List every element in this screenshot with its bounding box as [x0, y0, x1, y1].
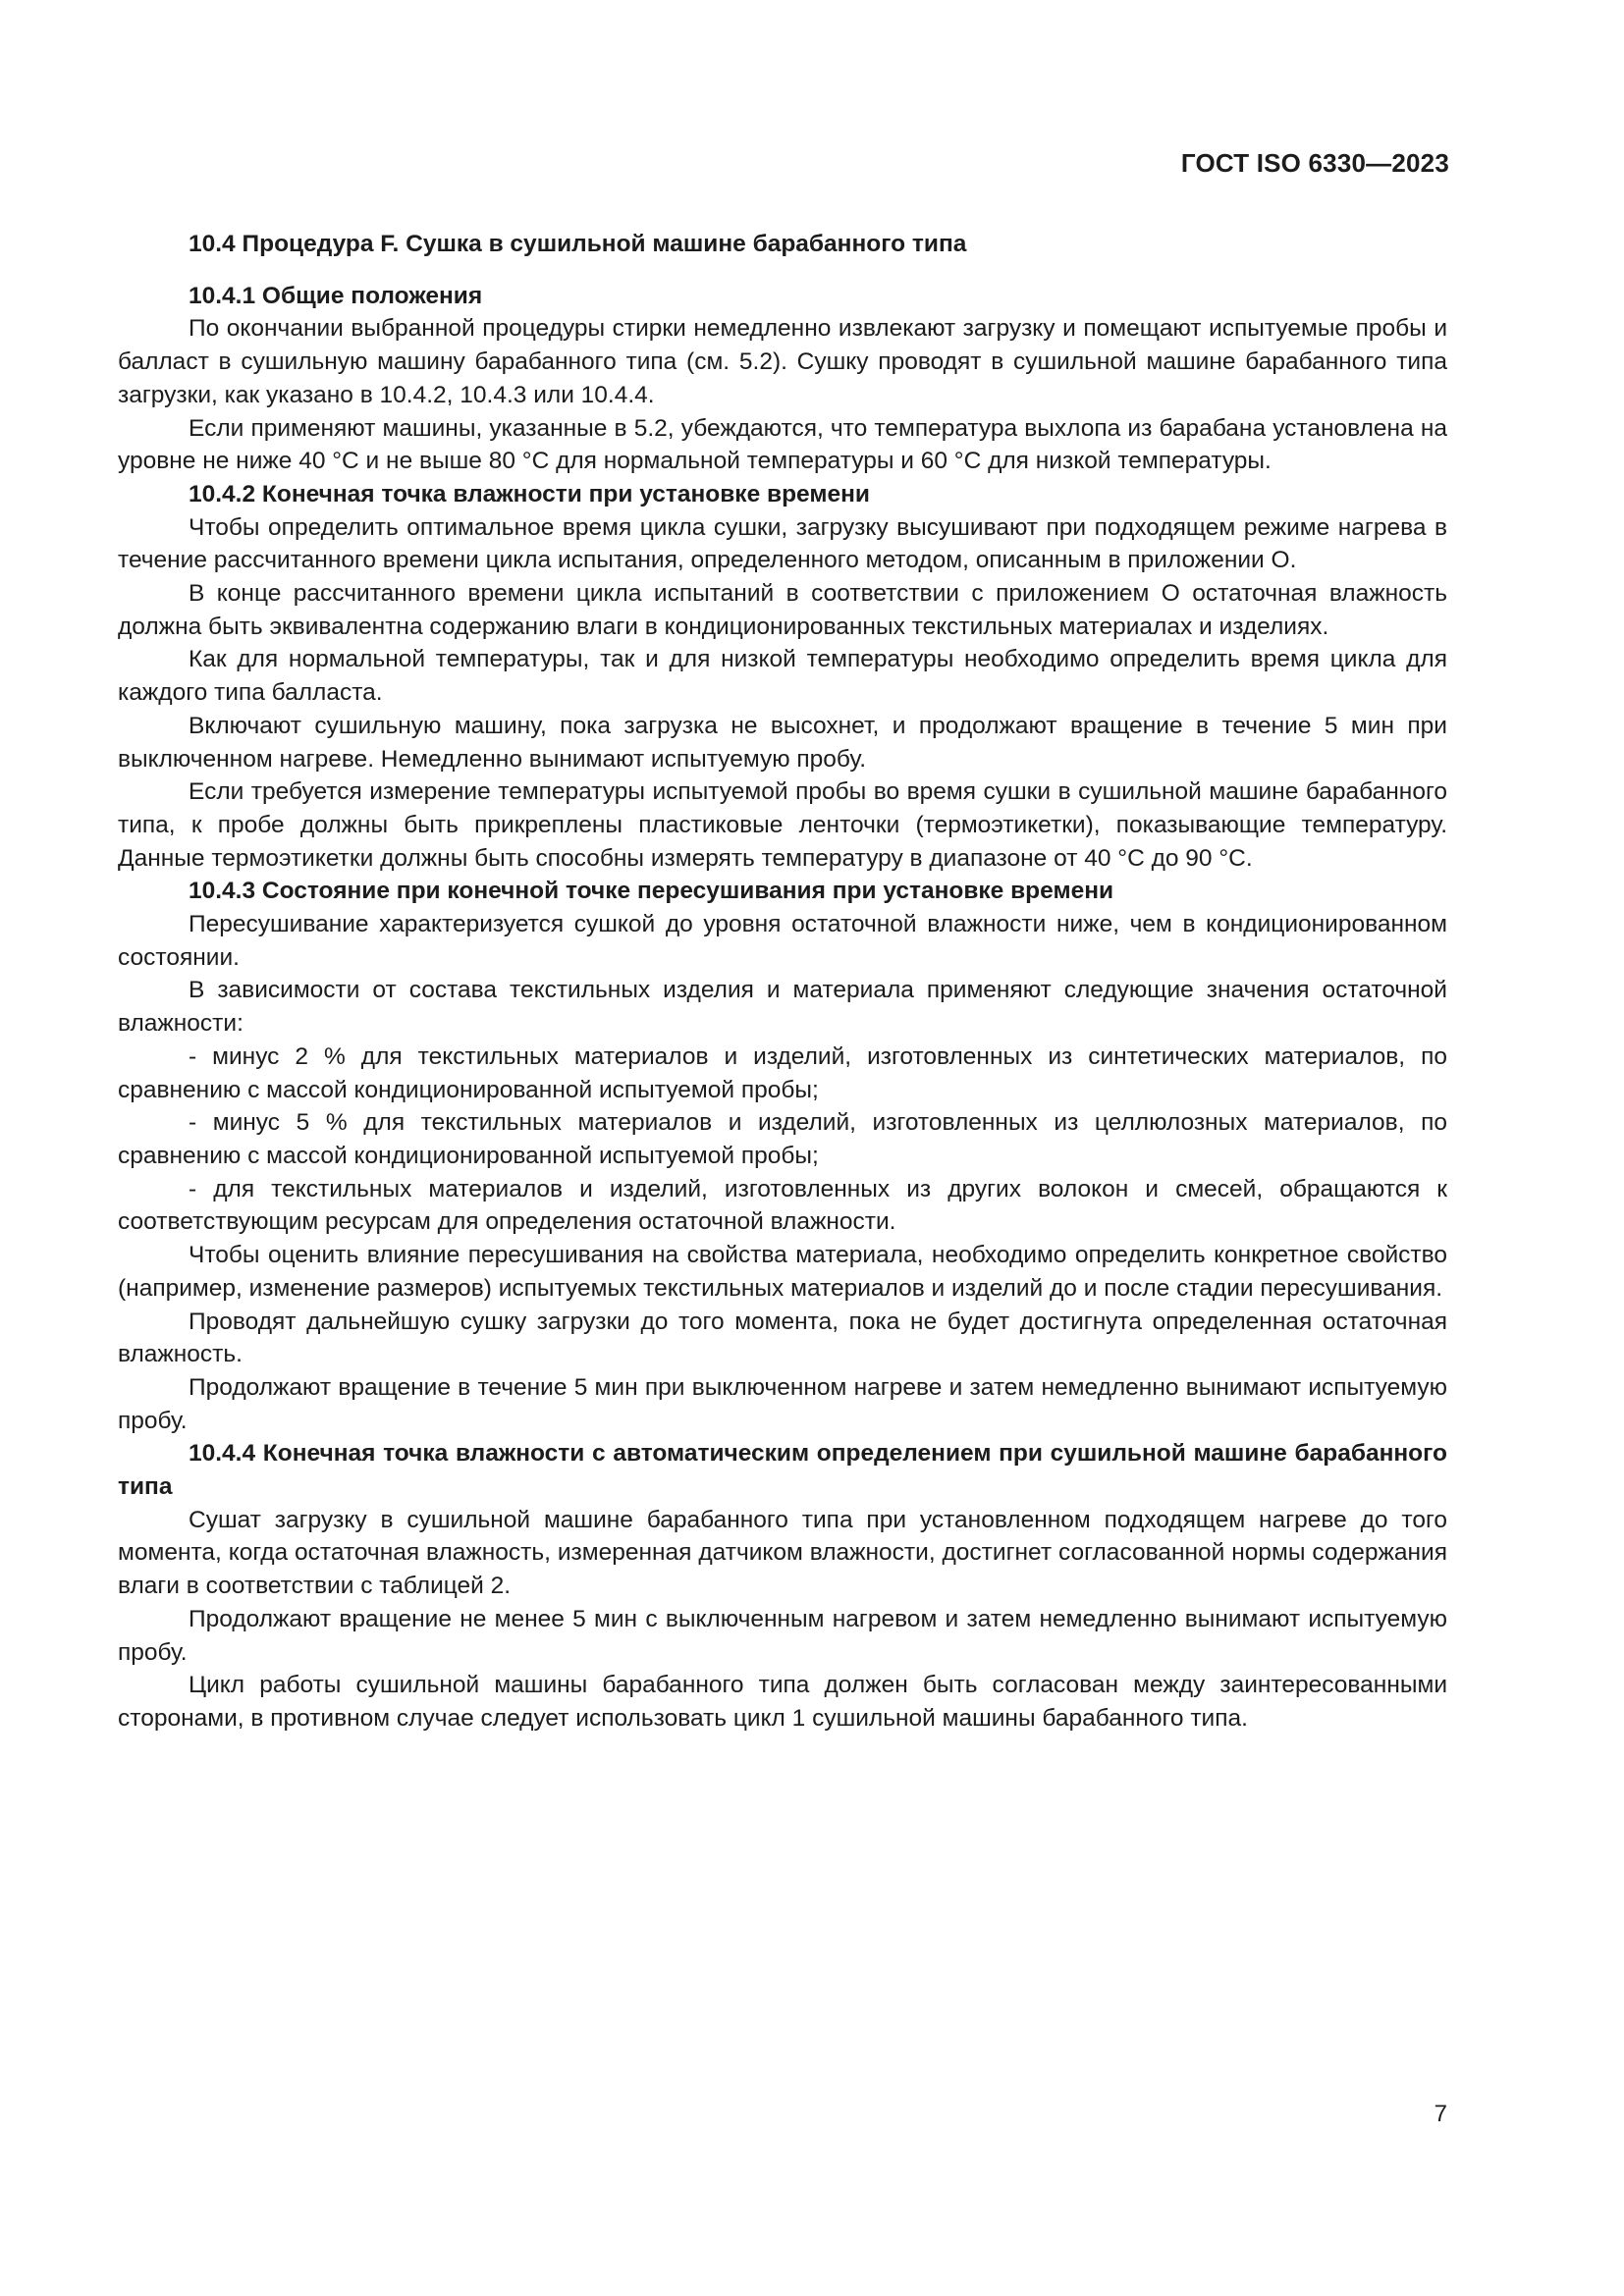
document-code: ГОСТ ISO 6330—2023	[1180, 148, 1449, 178]
list-item: - минус 5 % для текстильных материалов и изделий, изготовленных из целлюлозных материалов, по сравнению с массой кондиционированной испытуемой пробы;	[118, 1109, 1447, 1169]
paragraph: Как для нормальной температуры, так и для низкой температуры необходимо определить время цикла для каждого типа балласта.	[118, 646, 1447, 707]
list-item: - для текстильных материалов и изделий, изготовленных из других волокон и смесей, обращаются к соответствующим ресурсам для определения остаточной влажности.	[118, 1175, 1447, 1236]
document-body	[118, 228, 1447, 1735]
paragraph: Если требуется измерение температуры испытуемой пробы во время сушки в сушильной машине барабанного типа, к пробе должны быть прикреплены пластиковые ленточки (термоэтикетки), показывающие температуру. Данные термоэтикетки должны быть способны измерять температуру в диапазоне от 40 °С до 90 °С.	[118, 778, 1447, 872]
subsection-title: 10.4.2 Конечная точка влажности при установке времени	[189, 480, 870, 507]
paragraph: Чтобы определить оптимальное время цикла сушки, загрузку высушивают при подходящем режиме нагрева в течение рассчитанного времени цикла испытания, определенного методом, описанным в приложении О.	[118, 513, 1447, 574]
section-title: 10.4 Процедура F. Сушка в сушильной машине барабанного типа	[189, 231, 967, 257]
list-item: - минус 2 % для текстильных материалов и изделий, изготовленных из синтетических материалов, по сравнению с массой кондиционированной испытуемой пробы;	[118, 1042, 1447, 1103]
paragraph: В зависимости от состава текстильных изделия и материала применяют следующие значения остаточной влажности:	[118, 977, 1447, 1038]
paragraph: Продолжают вращение не менее 5 мин с выключенным нагревом и затем немедленно вынимают испытуемую пробу.	[118, 1605, 1447, 1666]
subsection-title: 10.4.3 Состояние при конечной точке пересушивания при установке времени	[189, 878, 1114, 905]
paragraph: Продолжают вращение в течение 5 мин при выключенном нагреве и затем немедленно вынимают испытуемую пробу.	[118, 1373, 1447, 1434]
paragraph: Сушат загрузку в сушильной машине барабанного типа при установленном подходящем нагреве до того момента, когда остаточная влажность, измеренная датчиком влажности, достигнет согласованной нормы содержания влаги в соответствии с таблицей 2.	[118, 1506, 1447, 1600]
paragraph: Чтобы оценить влияние пересушивания на свойства материала, необходимо определить конкретное свойство (например, изменение размеров) испытуемых текстильных материалов и изделий до и после стадии пересушивания.	[118, 1242, 1447, 1302]
subsection-title: 10.4.1 Общие положения	[189, 282, 483, 309]
paragraph: По окончании выбранной процедуры стирки немедленно извлекают загрузку и помещают испытуемые пробы и балласт в сушильную машину барабанного типа (см. 5.2). Сушку проводят в сушильной машине барабанного типа загрузки, как указано в 10.4.2, 10.4.3 или 10.4.4.	[118, 315, 1447, 408]
paragraph: В конце рассчитанного времени цикла испытаний в соответствии с приложением О остаточная влажность должна быть эквивалентна содержанию влаги в кондиционированных текстильных материалах и изделиях.	[118, 580, 1447, 640]
paragraph: Если применяют машины, указанные в 5.2, убеждаются, что температура выхлопа из барабана установлена на уровне не ниже 40 °С и не выше 80 °С для нормальной температуры и 60 °С для низкой температуры.	[118, 414, 1447, 475]
subsection-title: 10.4.4 Конечная точка влажности с автоматическим определением при сушильной машине барабанного типа	[118, 1440, 1447, 1501]
paragraph: Цикл работы сушильной машины барабанного типа должен быть согласован между заинтересованными сторонами, в противном случае следует использовать цикл 1 сушильной машины барабанного типа.	[118, 1672, 1447, 1732]
paragraph: Проводят дальнейшую сушку загрузки до того момента, пока не будет достигнута определенная остаточная влажность.	[118, 1308, 1447, 1368]
paragraph: Включают сушильную машину, пока загрузка не высохнет, и продолжают вращение в течение 5 мин при выключенном нагреве. Немедленно вынимают испытуемую пробу.	[118, 712, 1447, 773]
paragraph: Пересушивание характеризуется сушкой до уровня остаточной влажности ниже, чем в кондиционированном состоянии.	[118, 911, 1447, 971]
page-number: 7	[1434, 2101, 1447, 2127]
